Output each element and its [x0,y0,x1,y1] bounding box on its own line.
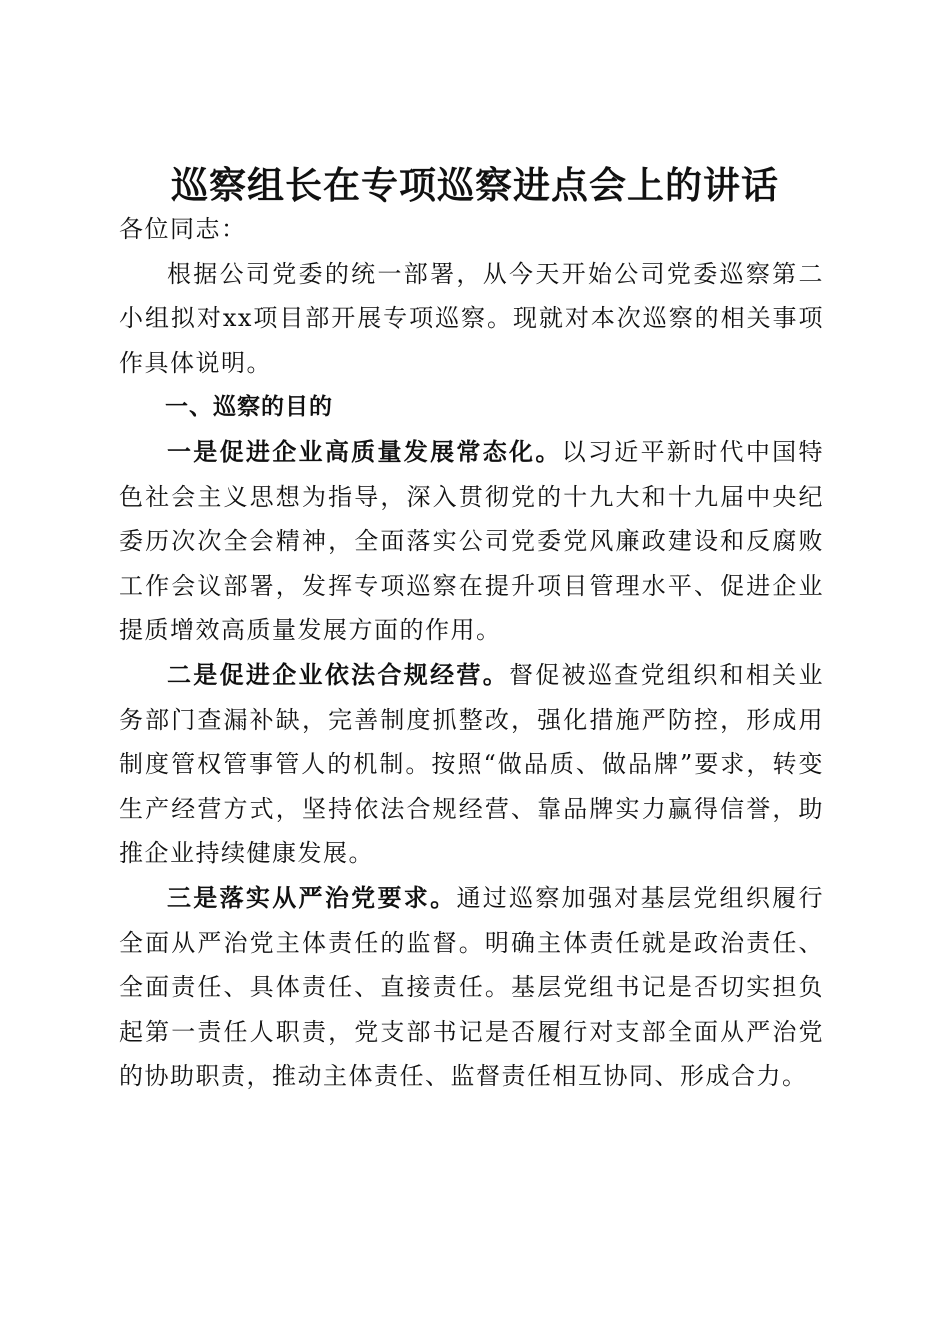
section-heading: 一、巡察的目的 [165,394,333,421]
point-2-text: 督促被巡查党组织和相关业务部门查漏补缺，完善制度抓整改，强化措施严防控，形成用制度管权管事管人的机制。按照“做品质、做品牌”要求，转变生产经营方式，坚持依法合规经营、靠品牌实力赢得信誉，助推企业持续健康发展。 [119,660,824,868]
paragraph-point-2 [119,653,824,876]
paragraph-point-1 [119,430,824,653]
point-2-lead: 二是促进企业依法合规经营。 [167,659,510,689]
point-1-text: 以习近平新时代中国特色社会主义思想为指导，深入贯彻党的十九大和十九届中央纪委历次次全会精神，全面落实公司党委党风廉政建设和反腐败工作会议部署，发挥专项巡察在提升项目管理水平、促进企业提质增效高质量发展方面的作用。 [119,437,824,645]
salutation: 各位同志： [119,215,247,243]
point-3-text: 通过巡察加强对基层党组织履行全面从严治党主体责任的监督。明确主体责任就是政治责任、全面责任、具体责任、直接责任。基层党组书记是否切实担负起第一责任人职责，党支部书记是否履行对支部全面从严治党的协助职责，推动主体责任、监督责任相互协同、形成合力。 [119,883,824,1091]
document-title: 巡察组长在专项巡察进点会上的讲话 [171,162,779,207]
point-3-lead: 三是落实从严治党要求。 [167,882,457,912]
intro-paragraph: 根据公司党委的统一部署，从今天开始公司党委巡察第二小组拟对xx项目部开展专项巡察。现就对本次巡察的相关事项作具体说明。 [119,259,824,377]
paragraph-point-3 [119,876,824,1099]
point-1-lead: 一是促进企业高质量发展常态化。 [167,436,562,466]
document-body [119,207,824,1099]
